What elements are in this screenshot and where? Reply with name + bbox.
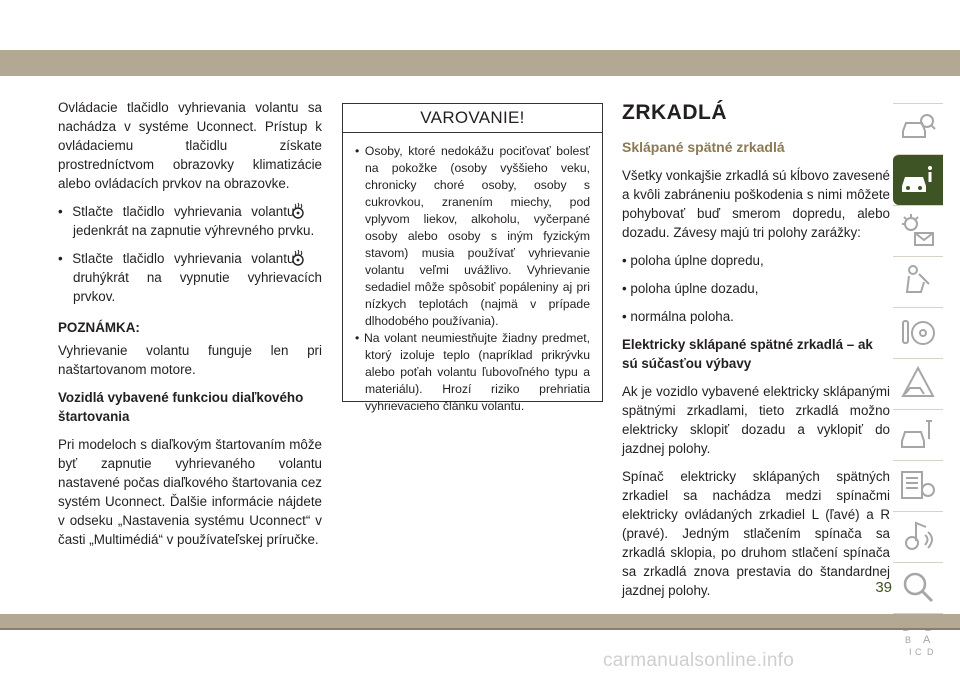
tab-search[interactable]: [893, 562, 943, 613]
note-text: Vyhrievanie volantu funguje len pri naštartovanom motore.: [58, 343, 322, 377]
bullet-heated-wheel-off: [58, 249, 322, 306]
list-item: • poloha úplne dopredu,: [622, 253, 764, 268]
tab-car-info[interactable]: [893, 154, 943, 205]
multimedia-icon: [899, 517, 937, 557]
heated-steering-wheel-icon: [304, 249, 322, 267]
heated-steering-wheel-icon: [304, 202, 322, 220]
power-fold-heading: Elektricky sklápané spätné zrkadlá – ak sú súčasťou výbavy: [622, 337, 873, 371]
search-index-icon: [899, 568, 937, 608]
svg-text:B: B: [905, 635, 912, 645]
watermark: carmanualsonline.info: [603, 650, 795, 671]
svg-text:I: I: [909, 647, 912, 657]
tab-emergency[interactable]: [893, 358, 943, 409]
mirrors-paragraph-3: Spínač elektricky sklápaných spätných zrkadiel sa nachádza medzi spínačmi elektricky ovládaných zrkadiel L (ľavé) a R (pravé). Jedným stlačením spínača sa zrkadlá sklopia, po druhom stlačení spínača sa zrkadlá znova prestavia do štandardnej jazdnej polohy.: [622, 469, 890, 598]
section-subheading: Sklápané spätné zrkadlá: [622, 139, 785, 155]
tab-service[interactable]: [893, 409, 943, 460]
tab-starting-driving[interactable]: [893, 307, 943, 358]
remote-start-paragraph: Pri modeloch s diaľkovým štartovaním môže byť zapnutie vyhrievaného volantu nastavené počas diaľkového štartovania cez systém Uconnect. Ďalšie informácie nájdete v odseku „Nastavenia systému Uconnect“ v časti „Multimédiá“ v používateľskej príručke.: [58, 437, 322, 547]
list-item: • normálna poloha.: [622, 309, 734, 324]
tab-safety[interactable]: [893, 256, 943, 307]
svg-text:C: C: [915, 647, 922, 657]
mirrors-paragraph-2: Ak je vozidlo vybavené elektricky sklápanými spätnými zrkadlami, tieto zrkadlá možno elektricky sklopiť dozadu a vyklopiť do jazdnej polohy.: [622, 384, 890, 456]
header-band: [0, 50, 960, 76]
car-info-icon: [899, 160, 937, 200]
footer-line: [0, 628, 960, 630]
footer-band: [0, 614, 960, 628]
warning-title: VAROVANIE!: [343, 104, 602, 133]
airbag-seat-icon: [899, 262, 937, 302]
svg-text:D: D: [927, 647, 934, 657]
warning-triangle-icon: [899, 364, 937, 404]
tab-car-search[interactable]: [893, 103, 943, 154]
bullet2-text-b: druhýkrát na vypnutie vyhrievacích prvkov.: [73, 270, 322, 304]
bullet2-text-a: • Stlačte tlačidlo vyhrievania volantu: [58, 251, 295, 266]
specs-gear-icon: [899, 466, 937, 506]
bullet1-text-a: • Stlačte tlačidlo vyhrievania volantu: [58, 204, 295, 219]
note-label: POZNÁMKA:: [58, 320, 140, 335]
bullet1-text-b: jedenkrát na zapnutie výhrevného prvku.: [73, 223, 315, 238]
warning-item: • Osoby, ktoré nedokážu pociťovať bolesť na pokožke (osoby vyššieho veku, chronicky choré osoby, osoby s cukrovkou, zranením miechy, pod vplyvom liekov, alkoholu, vyčerpané osoby alebo osoby s iným fyzickým stavom) musia používať vyhrievanie volantu veľmi uvážlivo. Vyhrievanie sedadiel môže spôsobiť popáleniny aj pri nízkych teplotách (najmä v prípade dlhodobého používania).: [355, 144, 590, 328]
steering-key-icon: [899, 313, 937, 353]
left-column: [58, 98, 322, 558]
car-search-icon: [899, 109, 937, 149]
chapter-tabs: [893, 103, 943, 664]
mirrors-paragraph-1: Všetky vonkajšie zrkadlá sú kĺbovo zavesené a kvôli zabráneniu poškodenia s nimi môžete pohybovať buď smerom dopredu, alebo dozadu. Závesy majú tri polohy zarážky:: [622, 168, 890, 240]
bullet-heated-wheel-on: [58, 202, 322, 240]
top-margin: [0, 0, 960, 50]
list-item: • poloha úplne dozadu,: [622, 281, 759, 296]
remote-start-heading: Vozidlá vybavené funkciou diaľkového štartovania: [58, 390, 304, 424]
tab-lights-messages[interactable]: [893, 205, 943, 256]
warning-list: [343, 133, 602, 415]
lights-message-icon: [899, 211, 937, 251]
car-wrench-icon: [899, 415, 937, 455]
tab-technical-specs[interactable]: [893, 460, 943, 511]
warning-item: • Na volant neumiestňujte žiadny predmet, ktorý izoluje teplo (napríklad prikrývku alebo poťah volantu ľubovoľného typu a materiálu). Hrozí riziko prehriatia vyhrievacieho článku volantu.: [355, 331, 590, 413]
tab-multimedia[interactable]: [893, 511, 943, 562]
warning-box: [342, 103, 603, 413]
section-heading: ZRKADLÁ: [622, 101, 727, 124]
right-column: [622, 98, 890, 609]
page-number: 39: [875, 579, 892, 596]
intro-paragraph: Ovládacie tlačidlo vyhrievania volantu sa nachádza v systéme Uconnect. Prístup k ovládaciemu tlačidlu získate prostredníctvom obrazovky klimatizácie alebo ovládacích prvkov na obrazovke.: [58, 100, 322, 191]
svg-text:A: A: [923, 634, 931, 646]
